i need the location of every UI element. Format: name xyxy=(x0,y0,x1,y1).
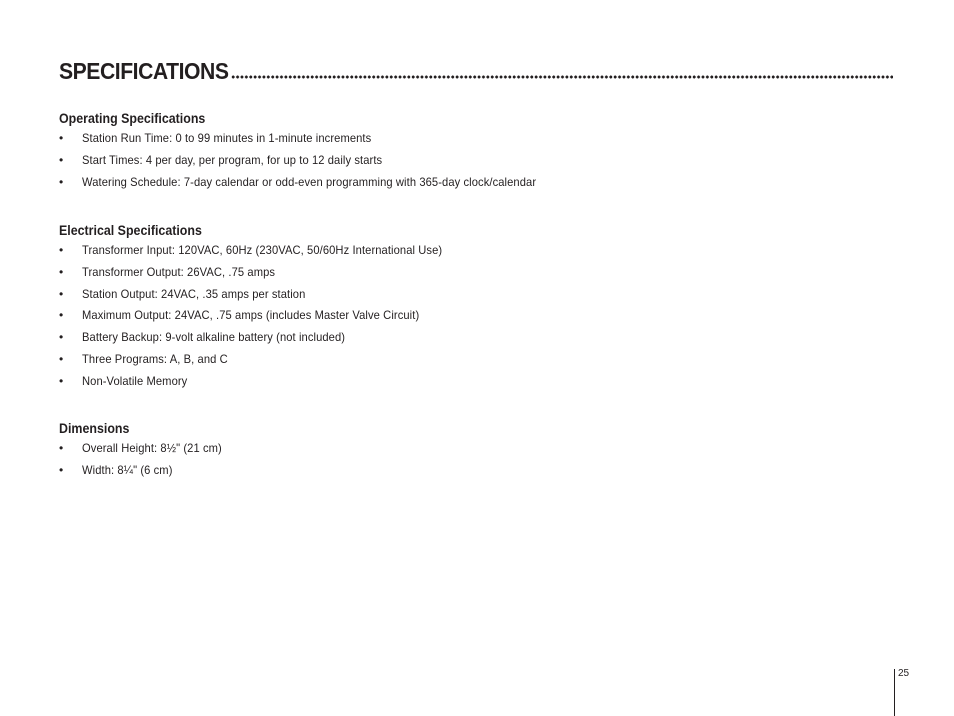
bullet-icon: • xyxy=(59,330,64,345)
bullet-icon: • xyxy=(59,264,64,279)
section-heading: Operating Specifications xyxy=(59,111,206,126)
page-number: 25 xyxy=(898,668,910,679)
list-item-text: Transformer Output: 26VAC, .75 amps xyxy=(82,264,276,279)
list-item xyxy=(59,265,759,287)
bullet-icon: • xyxy=(59,441,64,455)
list-item xyxy=(59,330,759,352)
list-item-text: Overall Height: 8½" (21 cm) xyxy=(82,441,222,455)
list-item-text: Start Times: 4 per day, per program, for up to 12 daily starts xyxy=(82,152,383,167)
section-heading: Dimensions xyxy=(59,421,130,436)
bullet-icon: • xyxy=(59,152,64,167)
page-number-divider xyxy=(894,669,895,716)
list-item-text: Width: 8¼" (6 cm) xyxy=(82,462,173,477)
list-item xyxy=(59,352,759,374)
bullet-list xyxy=(59,441,759,485)
list-item xyxy=(59,374,759,396)
list-item xyxy=(59,308,759,330)
dimensions-section xyxy=(59,421,759,485)
electrical-specifications-section xyxy=(59,223,759,396)
bullet-list xyxy=(59,131,759,196)
bullet-icon: • xyxy=(59,308,64,323)
operating-specifications-section xyxy=(59,111,759,196)
list-item xyxy=(59,441,759,463)
list-item-text: Battery Backup: 9-volt alkaline battery (not included) xyxy=(82,330,346,345)
list-item-text: Transformer Input: 120VAC, 60Hz (230VAC, 50/60Hz International Use) xyxy=(82,243,443,257)
page-header xyxy=(59,54,893,84)
page-title: SPECIFICATIONS xyxy=(59,58,229,84)
list-item xyxy=(59,131,759,153)
bullet-icon: • xyxy=(59,131,64,145)
bullet-icon: • xyxy=(59,373,64,388)
bullet-icon: • xyxy=(59,174,64,189)
list-item-text: Non-Volatile Memory xyxy=(82,373,188,388)
bullet-icon: • xyxy=(59,351,64,366)
list-item xyxy=(59,175,759,197)
bullet-icon: • xyxy=(59,462,64,477)
bullet-icon: • xyxy=(59,286,64,301)
list-item xyxy=(59,287,759,309)
list-item xyxy=(59,463,759,485)
list-item-text: Three Programs: A, B, and C xyxy=(82,351,228,366)
list-item xyxy=(59,243,759,265)
bullet-list xyxy=(59,243,759,396)
section-heading: Electrical Specifications xyxy=(59,223,202,238)
list-item-text: Watering Schedule: 7-day calendar or odd-even programming with 365-day clock/calendar xyxy=(82,174,537,189)
title-dot-leader xyxy=(231,75,893,79)
list-item-text: Maximum Output: 24VAC, .75 amps (includes Master Valve Circuit) xyxy=(82,308,420,323)
list-item xyxy=(59,153,759,175)
bullet-icon: • xyxy=(59,243,64,257)
list-item-text: Station Output: 24VAC, .35 amps per station xyxy=(82,286,306,301)
list-item-text: Station Run Time: 0 to 99 minutes in 1-minute increments xyxy=(82,131,372,145)
